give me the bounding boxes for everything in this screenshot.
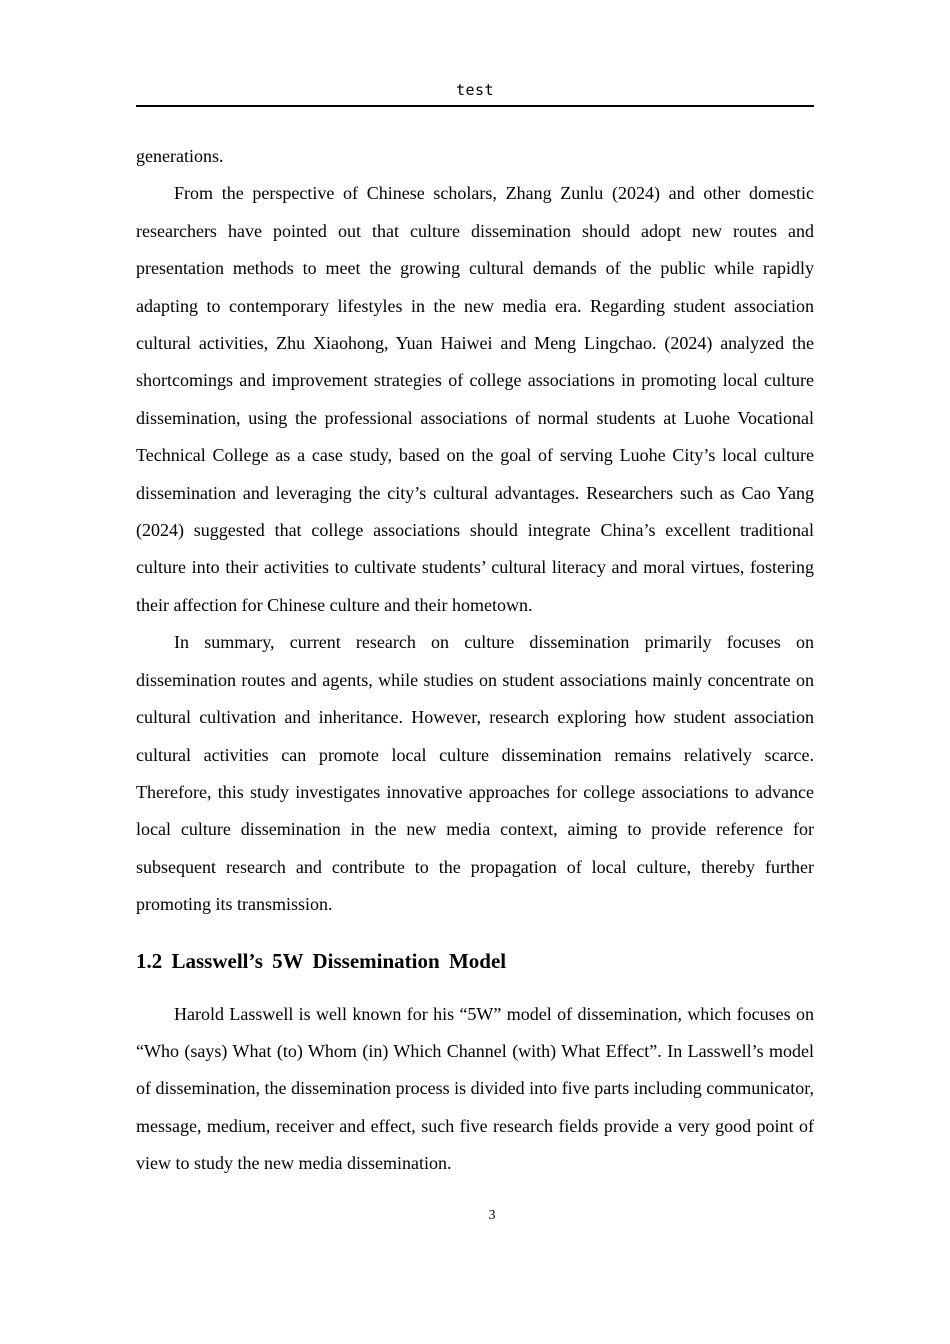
page-number: 3: [488, 1208, 496, 1223]
paragraph-summary: In summary, current research on culture dissemination primarily focuses on dissemination routes and agents, while studies on student associations mainly concentrate on cultural cultivation and inheritance. However, research exploring how student association cultural activities can promote local culture dissemination remains relatively scarce. Therefore, this study investigates innovative approaches for college associations to advance local culture dissemination in the new media context, aiming to provide reference for subsequent research and contribute to the propagation of local culture, thereby further promoting its transmission.: [136, 632, 814, 915]
paragraph-chinese-scholars: From the perspective of Chinese scholars, Zhang Zunlu (2024) and other domestic researchers have pointed out that culture dissemination should adopt new routes and presentation methods to meet the growing cultural demands of the public while rapidly adapting to contemporary lifestyles in the new media era. Regarding student association cultural activities, Zhu Xiaohong, Yuan Haiwei and Meng Lingchao. (2024) analyzed the shortcomings and improvement strategies of college associations in promoting local culture dissemination, using the professional associations of normal students at Luohe Vocational Technical College as a case study, based on the goal of serving Luohe City’s local culture dissemination and leveraging the city’s cultural advantages. Researchers such as Cao Yang (2024) suggested that college associations should integrate China’s excellent traditional culture into their activities to cultivate students’ cultural literacy and moral virtues, fostering their affection for Chinese culture and their hometown.: [136, 183, 814, 615]
section-heading-lasswell-model: 1.2 Lasswell’s 5W Dissemination Model: [136, 948, 507, 973]
paragraph-lasswell-model: Harold Lasswell is well known for his “5W” model of dissemination, which focuses on “Who (says) What (to) Whom (in) Which Channel (with) What Effect”. In Lasswell’s model of dissemination, the dissemination process is divided into five parts including communicator, message, medium, receiver and effect, such five research fields provide a very good point of view to study the new media dissemination.: [136, 1003, 814, 1174]
page-body: [136, 138, 814, 1183]
paragraph-continuation: generations.: [136, 146, 224, 166]
running-header: test: [455, 81, 495, 99]
header-rule: [136, 105, 814, 107]
